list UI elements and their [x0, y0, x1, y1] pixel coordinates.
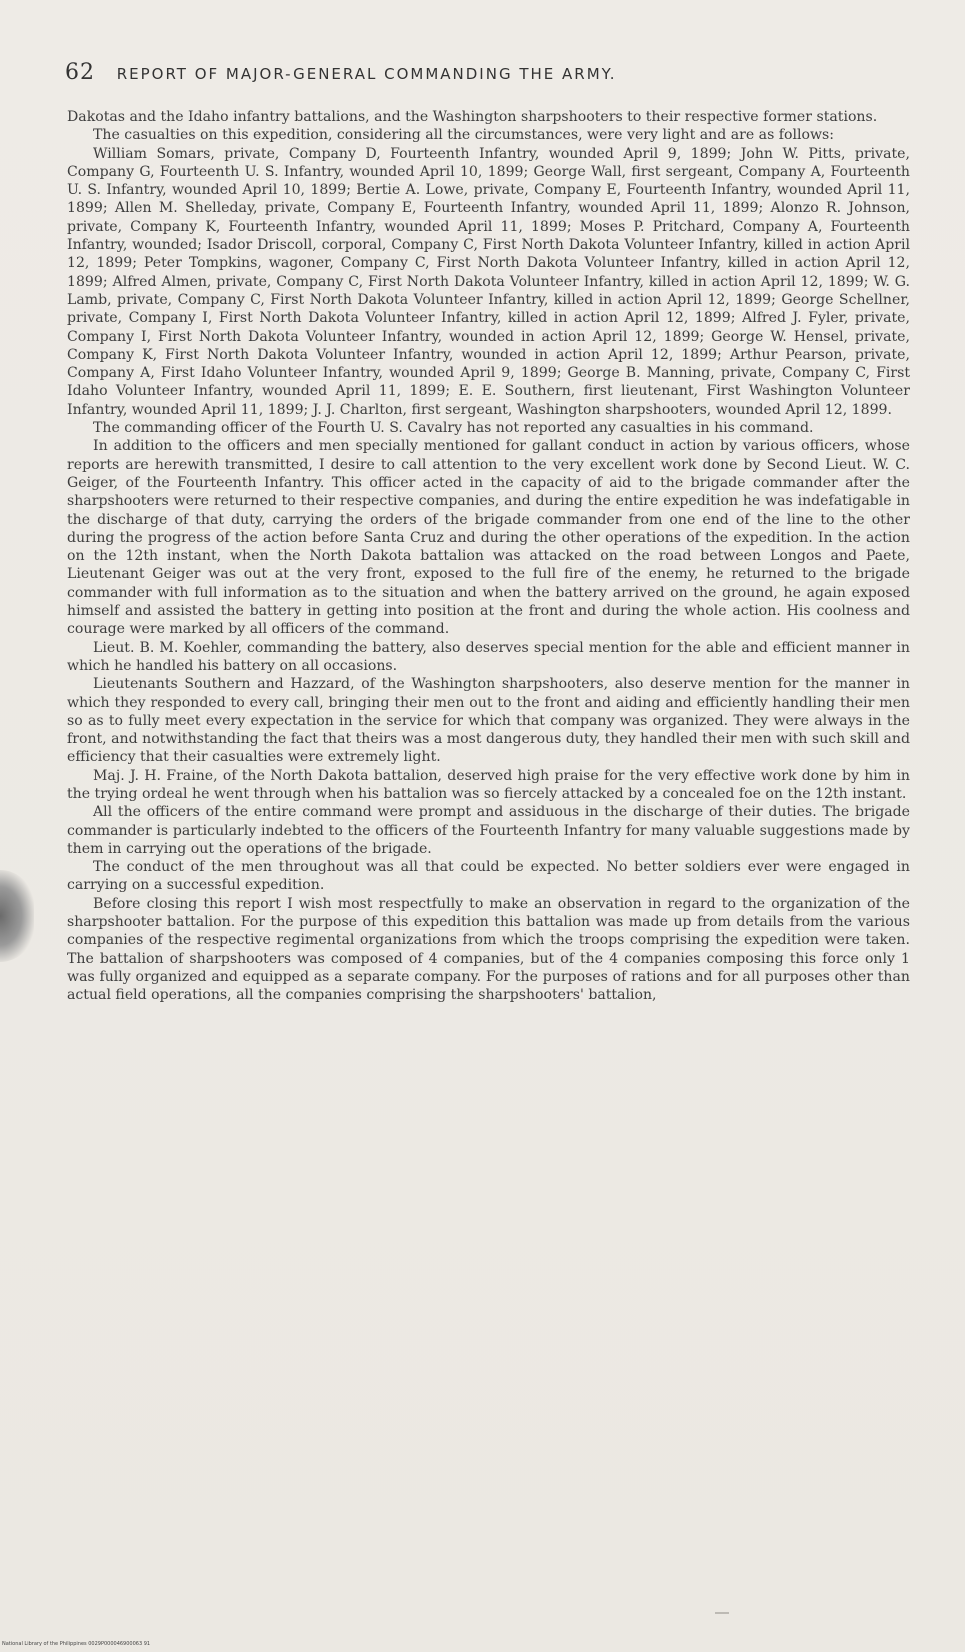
paragraph: Before closing this report I wish most respectfully to make an observation in regard to the organization of the sharpshooter battalion. For the purpose of this expedition this battalion was made up from details from the various companies of the respective regimental organizations from which the troops comprising the expedition were taken. The battalion of sharpshooters was composed of 4 companies, but of the 4 companies composing this force only 1 was fully organized and equipped as a separate company. For the purposes of rations and for all purposes other than actual field operations, all the companies comprising the sharpshooters' battalion, — [67, 895, 910, 1004]
paragraph: The conduct of the men throughout was all that could be expected. No better soldiers ever were engaged in carrying on a successful expedition. — [67, 859, 910, 894]
paragraph: All the officers of the entire command were prompt and assiduous in the discharge of their duties. The brigade commander is particularly indebted to the officers of the Fourteenth Infantry for many valuable suggestions made by them in carrying out the operations of the brigade. — [67, 804, 910, 857]
page-number: 62 — [65, 60, 95, 85]
scan-mark — [715, 1612, 729, 1614]
paragraph: Lieutenants Southern and Hazzard, of the Washington sharpshooters, also deserve mention for the manner in which they responded to every call, bringing their men out to the front and aiding and efficiently handling their men so as to fully meet every expectation in the service for which that company was organized. They were always in the front, and notwithstanding the fact that theirs was a most dangerous duty, they handled their men with such skill and efficiency that their casualties were extremely light. — [67, 676, 911, 766]
paragraph: In addition to the officers and men specially mentioned for gallant conduct in action by various officers, whose reports are herewith transmitted, I desire to call attention to the very excellent work done by Second Lieut. W. C. Geiger, of the Fourteenth Infantry. This officer acted in the capacity of aid to the brigade commander after the sharpshooters were returned to their respective companies, and during the entire expedition he was indefatigable in the discharge of that duty, carrying the orders of the brigade commander from one end of the line to the other during the progress of the action before Santa Cruz and during the other operations of the expedition. In the action on the 12th instant, when the North Dakota battalion was attacked on the road between Longos and Paete, Lieutenant Geiger was out at the very front, exposed to the full fire of the enemy, he returned to the brigade commander with full information as to the situation and when the battery arrived on the ground, he again exposed himself and assisted the battery in getting into position at the front and during the whole action. His coolness and courage were marked by all officers of the command. — [67, 438, 910, 638]
body-text — [67, 108, 910, 1005]
paragraph: The commanding officer of the Fourth U. S. Cavalry has not reported any casualties in his command. — [93, 420, 814, 437]
scan-edge-shadow — [0, 870, 34, 962]
page-header — [65, 60, 905, 85]
paragraph: Maj. J. H. Fraine, of the North Dakota battalion, deserved high praise for the very effective work done by him in the trying ordeal he went through when his battalion was so fiercely attacked by a concealed foe on the 12th instant. — [67, 767, 910, 802]
paragraph: Dakotas and the Idaho infantry battalions, and the Washington sharpshooters to their respective former stations. — [67, 109, 878, 125]
scan-source-id: National Library of the Philippines 0029P000046900063 91 — [2, 1641, 151, 1647]
paragraph: The casualties on this expedition, considering all the circumstances, were very light and are as follows: — [93, 127, 835, 144]
running-title: REPORT OF MAJOR-GENERAL COMMANDING THE ARMY. — [116, 65, 617, 83]
paragraph: Lieut. B. M. Koehler, commanding the battery, also deserves special mention for the able and efficient manner in which he handled his battery on all occasions. — [67, 639, 910, 674]
paragraph: William Somars, private, Company D, Fourteenth Infantry, wounded April 9, 1899; John W. Pitts, private, Company G, Fourteenth U. S. Infantry, wounded April 10, 1899; George Wall, first sergeant, Company A, Fourteenth U. S. Infantry, wounded April 10, 1899; Bertie A. Lowe, private, Company E, Fourteenth Infantry, wounded April 11, 1899; Allen M. Shelleday, private, Company E, Fourteenth Infantry, wounded April 11, 1899; Alonzo R. Johnson, private, Company K, Fourteenth Infantry, wounded April 11, 1899; Moses P. Pritchard, Company A, Fourteenth Infantry, wounded; Isador Driscoll, corporal, Company C, First North Dakota Volunteer Infantry, killed in action April 12, 1899; Peter Tompkins, wagoner, Company C, First North Dakota Volunteer Infantry, killed in action April 12, 1899; Alfred Almen, private, Company C, First North Dakota Volunteer Infantry, killed in action April 12, 1899; W. G. Lamb, private, Company C, First North Dakota Volunteer Infantry, killed in action April 12, 1899; George Schellner, private, Company I, First North Dakota Volunteer Infantry, killed in action April 12, 1899; Alfred J. Fyler, private, Company I, First North Dakota Volunteer Infantry, wounded in action April 12, 1899; George W. Hensel, private, Company K, First North Dakota Volunteer Infantry, wounded in action April 12, 1899; Arthur Pearson, private, Company A, First Idaho Volunteer Infantry, wounded April 9, 1899; George B. Manning, private, Company C, First Idaho Volunteer Infantry, wounded April 11, 1899; E. E. Southern, first lieutenant, First Washington Volunteer Infantry, wounded April 11, 1899; J. J. Charlton, first sergeant, Washington sharpshooters, wounded April 12, 1899. — [67, 145, 910, 418]
